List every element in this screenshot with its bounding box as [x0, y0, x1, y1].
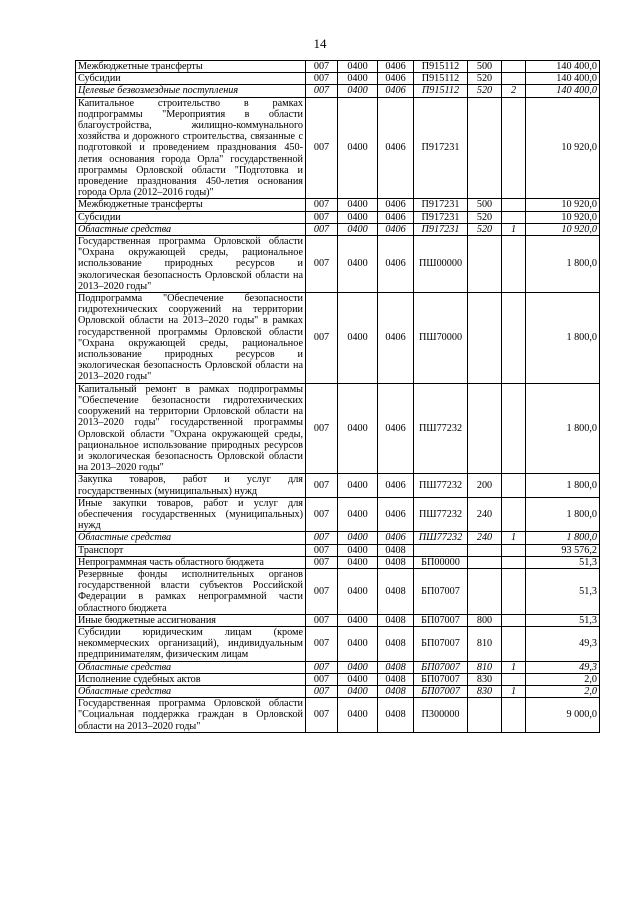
- table-row: [76, 73, 600, 85]
- amount-cell: 49,3: [526, 626, 600, 661]
- amount-cell: 10 920,0: [526, 223, 600, 235]
- section-code-cell: 0400: [338, 199, 378, 211]
- ministry-code-cell: 007: [306, 532, 338, 544]
- row-name-cell: Межбюджетные трансферты: [76, 61, 306, 73]
- funding-source-cell: [502, 211, 526, 223]
- row-name-cell: Исполнение судебных актов: [76, 673, 306, 685]
- amount-cell: 140 400,0: [526, 85, 600, 97]
- expense-type-cell: [468, 293, 502, 384]
- page-number: 14: [313, 36, 327, 51]
- subsection-code-cell: 0406: [378, 199, 414, 211]
- funding-source-cell: [502, 61, 526, 73]
- expense-type-cell: [468, 556, 502, 568]
- row-name-cell: Субсидии: [76, 211, 306, 223]
- row-name-cell: Транспорт: [76, 544, 306, 556]
- section-code-cell: 0400: [338, 97, 378, 199]
- target-article-cell: [414, 544, 468, 556]
- table-row: [76, 61, 600, 73]
- ministry-code-cell: 007: [306, 97, 338, 199]
- subsection-code-cell: 0408: [378, 626, 414, 661]
- funding-source-cell: 1: [502, 532, 526, 544]
- expense-type-cell: [468, 236, 502, 293]
- subsection-code-cell: 0406: [378, 73, 414, 85]
- row-name-cell: Иные закупки товаров, работ и услуг для обеспечения государственных (муниципальных) нужд: [76, 497, 306, 532]
- expense-type-cell: 520: [468, 85, 502, 97]
- expense-type-cell: 240: [468, 497, 502, 532]
- subsection-code-cell: 0408: [378, 556, 414, 568]
- funding-source-cell: [502, 497, 526, 532]
- row-name-cell: Подпрограмма "Обеспечение безопасности гидротехнических сооружений на территории Орловской области на 2013–2020 годы" в рамках государственной программы Орловской области "Охрана окружающей среды, рациональное использование природных ресурсов и экологическая безопасность Орловской области на 2013–2020 годы": [76, 293, 306, 384]
- amount-cell: 10 920,0: [526, 199, 600, 211]
- section-code-cell: 0400: [338, 661, 378, 673]
- amount-cell: 49,3: [526, 661, 600, 673]
- expense-type-cell: 810: [468, 661, 502, 673]
- table-row: [76, 497, 600, 532]
- ministry-code-cell: 007: [306, 61, 338, 73]
- section-code-cell: 0400: [338, 556, 378, 568]
- section-code-cell: 0400: [338, 236, 378, 293]
- subsection-code-cell: 0406: [378, 97, 414, 199]
- section-code-cell: 0400: [338, 626, 378, 661]
- ministry-code-cell: 007: [306, 661, 338, 673]
- row-name-cell: Субсидии: [76, 73, 306, 85]
- ministry-code-cell: 007: [306, 73, 338, 85]
- amount-cell: 10 920,0: [526, 211, 600, 223]
- target-article-cell: ПШ70000: [414, 293, 468, 384]
- ministry-code-cell: 007: [306, 293, 338, 384]
- table-row: [76, 199, 600, 211]
- row-name-cell: Областные средства: [76, 661, 306, 673]
- funding-source-cell: [502, 568, 526, 614]
- table-row: [76, 568, 600, 614]
- table-row: [76, 614, 600, 626]
- expense-type-cell: 500: [468, 199, 502, 211]
- target-article-cell: ПШ77232: [414, 474, 468, 497]
- table-row: [76, 698, 600, 733]
- funding-source-cell: [502, 199, 526, 211]
- funding-source-cell: [502, 383, 526, 474]
- expense-type-cell: [468, 383, 502, 474]
- table-row: [76, 544, 600, 556]
- section-code-cell: 0400: [338, 474, 378, 497]
- amount-cell: 140 400,0: [526, 61, 600, 73]
- ministry-code-cell: 007: [306, 556, 338, 568]
- row-name-cell: Капитальное строительство в рамках подпрограммы "Мероприятия в области благоустройства, жилищно-коммунального хозяйства и дорожного строительства, связанные с подготовкой и проведением празднования 450-летия основания города Орла" государственной программы Орловской области "Подготовка и проведение празднования 450-летия основания города Орла (2012–2016 годы)": [76, 97, 306, 199]
- funding-source-cell: 1: [502, 685, 526, 697]
- amount-cell: 10 920,0: [526, 97, 600, 199]
- row-name-cell: Капитальный ремонт в рамках подпрограммы "Обеспечение безопасности гидротехнических сооружений на территории Орловской области на 2013–2020 годы" государственной программы Орловской области "Охрана окружающей среды, рациональное использование природных ресурсов и экологическая безопасность Орловской области на 2013–2020 годы": [76, 383, 306, 474]
- section-code-cell: 0400: [338, 544, 378, 556]
- ministry-code-cell: 007: [306, 626, 338, 661]
- section-code-cell: 0400: [338, 73, 378, 85]
- ministry-code-cell: 007: [306, 698, 338, 733]
- subsection-code-cell: 0406: [378, 474, 414, 497]
- section-code-cell: 0400: [338, 532, 378, 544]
- target-article-cell: П915112: [414, 73, 468, 85]
- expense-type-cell: [468, 97, 502, 199]
- funding-source-cell: [502, 236, 526, 293]
- target-article-cell: БП07007: [414, 626, 468, 661]
- row-name-cell: Государственная программа Орловской области "Социальная поддержка граждан в Орловской области на 2013–2020 годы": [76, 698, 306, 733]
- funding-source-cell: [502, 626, 526, 661]
- expense-type-cell: 830: [468, 673, 502, 685]
- budget-table: [75, 60, 600, 733]
- ministry-code-cell: 007: [306, 223, 338, 235]
- expense-type-cell: 520: [468, 223, 502, 235]
- ministry-code-cell: 007: [306, 236, 338, 293]
- ministry-code-cell: 007: [306, 211, 338, 223]
- amount-cell: 1 800,0: [526, 236, 600, 293]
- subsection-code-cell: 0408: [378, 673, 414, 685]
- ministry-code-cell: 007: [306, 673, 338, 685]
- expense-type-cell: 520: [468, 73, 502, 85]
- section-code-cell: 0400: [338, 685, 378, 697]
- row-name-cell: Целевые безвозмездные поступления: [76, 85, 306, 97]
- target-article-cell: П300000: [414, 698, 468, 733]
- expense-type-cell: 800: [468, 614, 502, 626]
- expense-type-cell: 520: [468, 211, 502, 223]
- ministry-code-cell: 007: [306, 568, 338, 614]
- table-row: [76, 532, 600, 544]
- target-article-cell: ПШ00000: [414, 236, 468, 293]
- subsection-code-cell: 0406: [378, 532, 414, 544]
- section-code-cell: 0400: [338, 293, 378, 384]
- section-code-cell: 0400: [338, 497, 378, 532]
- expense-type-cell: [468, 698, 502, 733]
- amount-cell: 93 576,2: [526, 544, 600, 556]
- target-article-cell: ПШ77232: [414, 532, 468, 544]
- section-code-cell: 0400: [338, 673, 378, 685]
- expense-type-cell: [468, 568, 502, 614]
- expense-type-cell: 810: [468, 626, 502, 661]
- amount-cell: 51,3: [526, 568, 600, 614]
- subsection-code-cell: 0406: [378, 293, 414, 384]
- funding-source-cell: [502, 556, 526, 568]
- target-article-cell: БП00000: [414, 556, 468, 568]
- table-row: [76, 626, 600, 661]
- amount-cell: 1 800,0: [526, 293, 600, 384]
- section-code-cell: 0400: [338, 383, 378, 474]
- subsection-code-cell: 0408: [378, 698, 414, 733]
- amount-cell: 1 800,0: [526, 532, 600, 544]
- amount-cell: 51,3: [526, 614, 600, 626]
- target-article-cell: П917231: [414, 211, 468, 223]
- expense-type-cell: 200: [468, 474, 502, 497]
- table-row: [76, 223, 600, 235]
- subsection-code-cell: 0408: [378, 568, 414, 614]
- subsection-code-cell: 0406: [378, 211, 414, 223]
- target-article-cell: БП07007: [414, 661, 468, 673]
- subsection-code-cell: 0406: [378, 61, 414, 73]
- ministry-code-cell: 007: [306, 85, 338, 97]
- section-code-cell: 0400: [338, 614, 378, 626]
- expense-type-cell: 500: [468, 61, 502, 73]
- funding-source-cell: [502, 293, 526, 384]
- subsection-code-cell: 0406: [378, 497, 414, 532]
- target-article-cell: ПШ77232: [414, 497, 468, 532]
- ministry-code-cell: 007: [306, 383, 338, 474]
- funding-source-cell: [502, 698, 526, 733]
- target-article-cell: П915112: [414, 85, 468, 97]
- table-row: [76, 97, 600, 199]
- subsection-code-cell: 0408: [378, 661, 414, 673]
- row-name-cell: Областные средства: [76, 685, 306, 697]
- funding-source-cell: [502, 673, 526, 685]
- row-name-cell: Межбюджетные трансферты: [76, 199, 306, 211]
- table-row: [76, 293, 600, 384]
- expense-type-cell: 240: [468, 532, 502, 544]
- row-name-cell: Непрограммная часть областного бюджета: [76, 556, 306, 568]
- target-article-cell: БП07007: [414, 673, 468, 685]
- funding-source-cell: 1: [502, 223, 526, 235]
- target-article-cell: БП07007: [414, 568, 468, 614]
- funding-source-cell: [502, 97, 526, 199]
- table-row: [76, 383, 600, 474]
- table-row: [76, 85, 600, 97]
- row-name-cell: Субсидии юридическим лицам (кроме некоммерческих организаций), индивидуальным предпринимателям, физическим лицам: [76, 626, 306, 661]
- section-code-cell: 0400: [338, 698, 378, 733]
- row-name-cell: Государственная программа Орловской области "Охрана окружающей среды, рациональное использование природных ресурсов и экологическая безопасность Орловской области на 2013–2020 годы": [76, 236, 306, 293]
- target-article-cell: БП07007: [414, 614, 468, 626]
- table-row: [76, 661, 600, 673]
- section-code-cell: 0400: [338, 568, 378, 614]
- row-name-cell: Иные бюджетные ассигнования: [76, 614, 306, 626]
- subsection-code-cell: 0408: [378, 544, 414, 556]
- section-code-cell: 0400: [338, 85, 378, 97]
- subsection-code-cell: 0406: [378, 236, 414, 293]
- subsection-code-cell: 0408: [378, 614, 414, 626]
- target-article-cell: БП07007: [414, 685, 468, 697]
- amount-cell: 9 000,0: [526, 698, 600, 733]
- funding-source-cell: [502, 73, 526, 85]
- target-article-cell: П915112: [414, 61, 468, 73]
- funding-source-cell: 2: [502, 85, 526, 97]
- subsection-code-cell: 0406: [378, 383, 414, 474]
- ministry-code-cell: 007: [306, 497, 338, 532]
- section-code-cell: 0400: [338, 223, 378, 235]
- expense-type-cell: [468, 544, 502, 556]
- ministry-code-cell: 007: [306, 199, 338, 211]
- funding-source-cell: [502, 614, 526, 626]
- row-name-cell: Областные средства: [76, 223, 306, 235]
- budget-table-body: [76, 61, 600, 733]
- ministry-code-cell: 007: [306, 544, 338, 556]
- row-name-cell: Резервные фонды исполнительных органов государственной власти субъектов Российской Федерации в рамках непрограммной части областного бюджета: [76, 568, 306, 614]
- ministry-code-cell: 007: [306, 685, 338, 697]
- subsection-code-cell: 0406: [378, 223, 414, 235]
- funding-source-cell: 1: [502, 661, 526, 673]
- section-code-cell: 0400: [338, 211, 378, 223]
- target-article-cell: П917231: [414, 199, 468, 211]
- amount-cell: 2,0: [526, 673, 600, 685]
- row-name-cell: Закупка товаров, работ и услуг для государственных (муниципальных) нужд: [76, 474, 306, 497]
- amount-cell: 2,0: [526, 685, 600, 697]
- ministry-code-cell: 007: [306, 614, 338, 626]
- row-name-cell: Областные средства: [76, 532, 306, 544]
- amount-cell: 51,3: [526, 556, 600, 568]
- target-article-cell: П917231: [414, 97, 468, 199]
- ministry-code-cell: 007: [306, 474, 338, 497]
- funding-source-cell: [502, 544, 526, 556]
- target-article-cell: ПШ77232: [414, 383, 468, 474]
- table-row: [76, 556, 600, 568]
- expense-type-cell: 830: [468, 685, 502, 697]
- subsection-code-cell: 0406: [378, 85, 414, 97]
- amount-cell: 1 800,0: [526, 497, 600, 532]
- table-row: [76, 236, 600, 293]
- funding-source-cell: [502, 474, 526, 497]
- table-row: [76, 685, 600, 697]
- table-row: [76, 474, 600, 497]
- amount-cell: 1 800,0: [526, 383, 600, 474]
- subsection-code-cell: 0408: [378, 685, 414, 697]
- section-code-cell: 0400: [338, 61, 378, 73]
- table-row: [76, 673, 600, 685]
- amount-cell: 140 400,0: [526, 73, 600, 85]
- amount-cell: 1 800,0: [526, 474, 600, 497]
- table-row: [76, 211, 600, 223]
- target-article-cell: П917231: [414, 223, 468, 235]
